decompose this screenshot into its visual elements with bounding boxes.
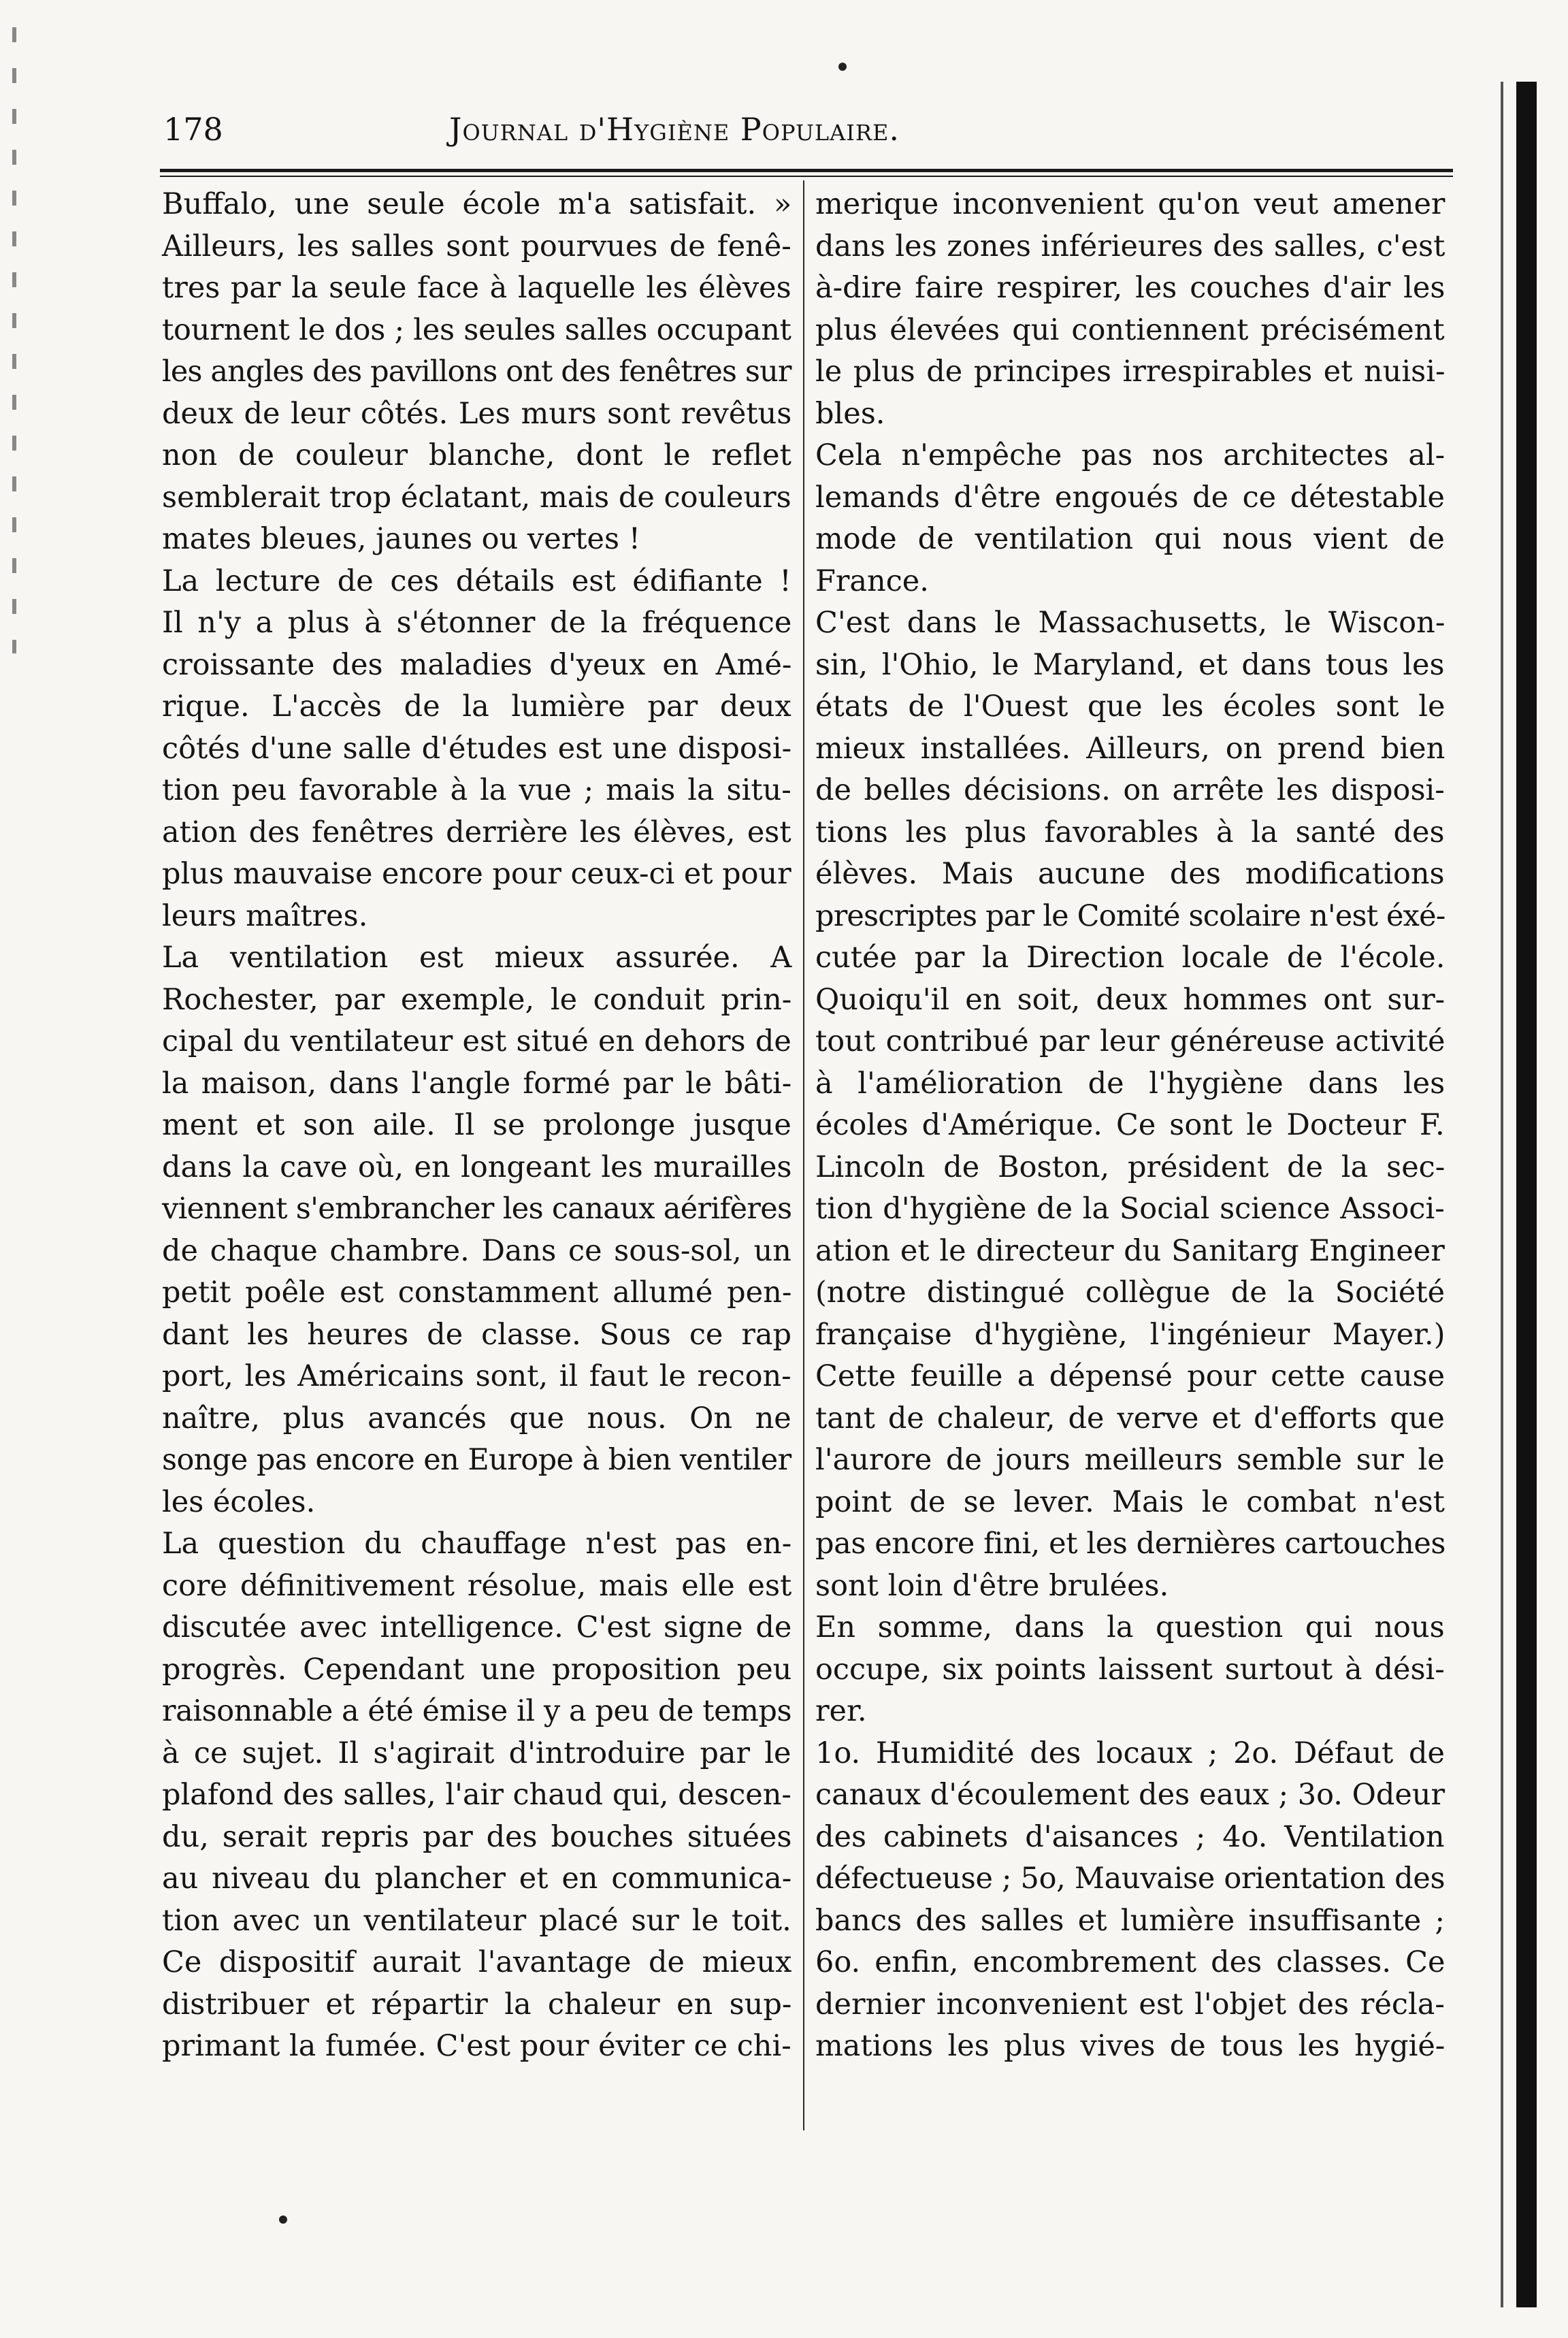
text-line: défectueuse ; 5o, Mauvaise orientation des	[815, 1862, 1446, 1896]
text-line: raisonnable a été émise il y a peu de temps	[162, 1694, 792, 1728]
text-line: Il n'y a plus à s'étonner de la fréquence	[162, 606, 792, 640]
text-line: les angles des pavillons ont des fenêtres sur	[162, 355, 791, 389]
text-line: l'aurore de jours meilleurs semble sur le	[815, 1443, 1445, 1477]
text-line: discutée avec intelligence. C'est signe de	[162, 1610, 792, 1644]
text-line: Lincoln de Boston, président de la sec-	[815, 1150, 1446, 1184]
text-line: canaux d'écoulement des eaux ; 3o. Odeur	[815, 1778, 1446, 1812]
text-line: core définitivement résolue, mais elle est	[162, 1568, 792, 1603]
text-line: ation des fenêtres derrière les élèves, est	[162, 815, 791, 849]
text-line: tion avec un ventilateur placé sur le toit.	[162, 1903, 791, 1938]
text-line: prescriptes par le Comité scolaire n'est éxé-	[815, 898, 1446, 933]
text-line: naître, plus avancés que nous. On ne	[162, 1401, 791, 1435]
text-line: 1o. Humidité des locaux ; 2o. Défaut de	[815, 1736, 1445, 1770]
text-line: petit poêle est constamment allumé pen-	[162, 1276, 792, 1310]
text-line: Ailleurs, les salles sont pourvues de fenê-	[162, 229, 791, 263]
text-line: à-dire faire respirer, les couches d'air les	[815, 271, 1446, 305]
text-line: tout contribué par leur généreuse activité	[815, 1024, 1446, 1058]
page-edge-shadow	[1516, 82, 1537, 2307]
text-line: Rochester, par exemple, le conduit prin-	[162, 982, 792, 1017]
text-line: plafond des salles, l'air chaud qui, descen-	[162, 1778, 791, 1812]
running-title: Journal d'Hygiène Populaire.	[449, 111, 900, 148]
text-line: française d'hygiène, l'ingénieur Mayer.)	[815, 1317, 1446, 1352]
text-line: tions les plus favorables à la santé des	[815, 815, 1445, 849]
text-line: progrès. Cependant une proposition peu	[162, 1652, 792, 1687]
text-line: dans les zones inférieures des salles, c'est	[815, 229, 1446, 263]
text-line: La lecture de ces détails est édifiante !	[162, 564, 791, 598]
text-line: mates bleues, jaunes ou vertes !	[162, 522, 640, 556]
text-line: 6o. enfin, encombrement des classes. Ce	[815, 1945, 1446, 1979]
text-line: de chaque chambre. Dans ce sous-sol, un	[162, 1233, 791, 1268]
text-line: écoles d'Amérique. Ce sont le Docteur F.	[815, 1108, 1445, 1142]
text-line: mode de ventilation qui nous vient de	[815, 522, 1445, 556]
right-column	[815, 184, 1445, 2068]
text-line: cipal du ventilateur est situé en dehors de	[162, 1024, 791, 1058]
text-line: dant les heures de classe. Sous ce rap	[162, 1317, 792, 1352]
text-line: à l'amélioration de l'hygiène dans les	[815, 1066, 1446, 1101]
column-divider	[803, 180, 804, 2130]
text-line: Quoiqu'il en soit, deux hommes ont sur-	[815, 982, 1446, 1017]
text-line: à ce sujet. Il s'agirait d'introduire par le	[162, 1736, 791, 1770]
text-line: tournent le dos ; les seules salles occupant	[162, 312, 791, 347]
text-line: du, serait repris par des bouches situées	[162, 1819, 792, 1854]
text-line: sin, l'Ohio, le Maryland, et dans tous les	[815, 647, 1445, 682]
text-line: Ce dispositif aurait l'avantage de mieux	[162, 1945, 792, 1979]
text-line: tres par la seule face à laquelle les élèves	[162, 271, 791, 305]
text-line: C'est dans le Massachusetts, le Wiscon-	[815, 606, 1446, 640]
text-line: Cela n'empêche pas nos architectes al-	[815, 438, 1446, 472]
text-line: sont loin d'être brulées.	[815, 1568, 1169, 1603]
text-line: La ventilation est mieux assurée. A	[162, 941, 792, 975]
text-line: pas encore fini, et les dernières cartouches	[815, 1527, 1446, 1561]
ink-speck	[279, 2215, 287, 2224]
text-line: des cabinets d'aisances ; 4o. Ventilation	[815, 1819, 1445, 1854]
text-line: primant la fumée. C'est pour éviter ce chi-	[162, 2029, 791, 2063]
text-line: mieux installées. Ailleurs, on prend bien	[815, 731, 1446, 766]
text-line: cutée par la Direction locale de l'école.	[815, 941, 1446, 975]
page-number: 178	[163, 111, 223, 148]
text-line: non de couleur blanche, dont le reflet	[162, 438, 791, 472]
header-rule-thin	[160, 176, 1453, 177]
scan-edge-marks	[12, 27, 16, 653]
text-line: les écoles.	[162, 1484, 316, 1519]
text-line: France.	[815, 564, 929, 598]
text-line: au niveau du plancher et en communica-	[162, 1862, 792, 1896]
text-line: de belles décisions. on arrête les disposi-	[815, 773, 1445, 807]
text-line: tion d'hygiène de la Social science Associ-	[815, 1192, 1445, 1226]
text-line: rer.	[815, 1694, 867, 1728]
text-line: le plus de principes irrespirables et nuisi-	[815, 355, 1446, 389]
text-line: tant de chaleur, de verve et d'efforts que	[815, 1401, 1445, 1435]
text-line: Buffalo, une seule école m'a satisfait. »	[162, 187, 792, 221]
ink-speck	[838, 63, 847, 71]
text-line: leurs maîtres.	[162, 898, 368, 933]
header-rule	[160, 169, 1453, 172]
text-line: la maison, dans l'angle formé par le bâti-	[162, 1066, 792, 1101]
text-line: Cette feuille a dépensé pour cette cause	[815, 1359, 1446, 1393]
text-line: plus mauvaise encore pour ceux-ci et pour	[162, 857, 791, 891]
text-line: dans la cave où, en longeant les murailles	[162, 1150, 792, 1184]
text-line: élèves. Mais aucune des modifications	[815, 857, 1445, 891]
text-line: ment et son aile. Il se prolonge jusque	[162, 1108, 791, 1142]
left-column	[162, 184, 791, 2068]
text-line: mations les plus vives de tous les hygié-	[815, 2029, 1446, 2063]
text-line: deux de leur côtés. Les murs sont revêtus	[162, 396, 792, 431]
text-line: semblerait trop éclatant, mais de couleurs	[162, 480, 791, 515]
text-line: tion peu favorable à la vue ; mais la situ-	[162, 773, 791, 807]
text-line: bancs des salles et lumière insuffisante ;	[815, 1903, 1446, 1938]
text-line: plus élevées qui contiennent précisément	[815, 312, 1445, 347]
text-line: (notre distingué collègue de la Société	[815, 1276, 1446, 1310]
text-line: lemands d'être engoués de ce détestable	[815, 480, 1445, 515]
text-line: dernier inconvenient est l'objet des récla-	[815, 1987, 1445, 2022]
text-line: songe pas encore en Europe à bien ventiler	[162, 1443, 791, 1477]
text-line: ation et le directeur du Sanitarg Engineer	[815, 1233, 1445, 1268]
text-line: La question du chauffage n'est pas en-	[162, 1527, 792, 1561]
text-line: distribuer et répartir la chaleur en sup-	[162, 1987, 792, 2022]
text-line: croissante des maladies d'yeux en Amé-	[162, 647, 792, 682]
text-line: états de l'Ouest que les écoles sont le	[815, 689, 1446, 724]
page-edge-line	[1501, 82, 1503, 2307]
text-line: bles.	[815, 396, 885, 431]
text-line: occupe, six points laissent surtout à dési-	[815, 1652, 1445, 1687]
text-line: point de se lever. Mais le combat n'est	[815, 1484, 1445, 1519]
text-line: viennent s'embrancher les canaux aérifères	[162, 1192, 792, 1226]
text-line: En somme, dans la question qui nous	[815, 1610, 1445, 1644]
text-line: côtés d'une salle d'études est une disposi-	[162, 731, 792, 766]
text-line: port, les Américains sont, il faut le recon-	[162, 1359, 791, 1393]
text-line: merique inconvenient qu'on veut amener	[815, 187, 1446, 221]
text-line: rique. L'accès de la lumière par deux	[162, 689, 791, 724]
